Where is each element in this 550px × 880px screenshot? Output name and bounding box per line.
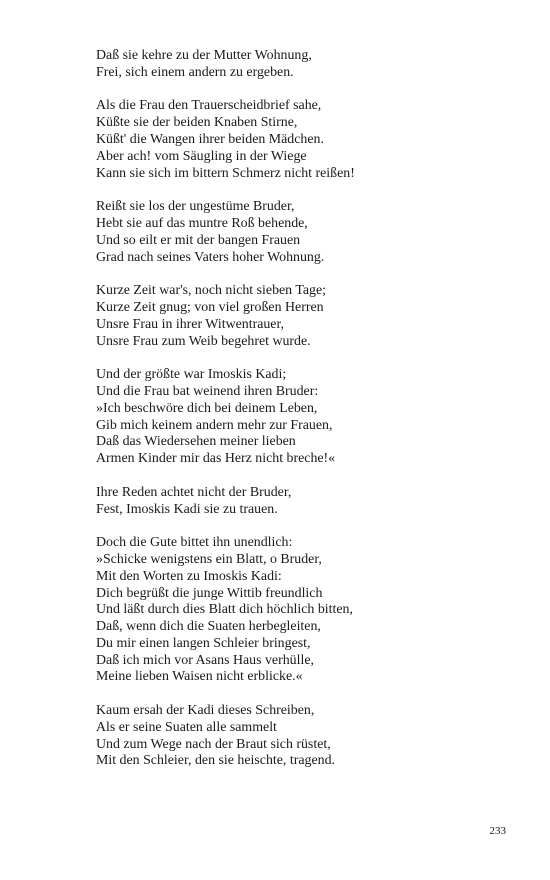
- poem-line: Grad nach seines Vaters hoher Wohnung.: [96, 249, 325, 265]
- stanza-4: [96, 283, 516, 350]
- page-number: 233: [489, 825, 506, 837]
- poem-line: Und läßt durch dies Blatt dich höchlich bitten,: [96, 602, 353, 618]
- poem-line: Doch die Gute bittet ihn unendlich:: [96, 535, 293, 551]
- poem-line: Du mir einen langen Schleier bringest,: [96, 635, 311, 651]
- poem-line: Küßte sie der beiden Knaben Stirne,: [96, 115, 298, 131]
- poem-text: [96, 48, 516, 787]
- stanza-5: [96, 367, 516, 468]
- stanza-1: [96, 48, 516, 82]
- poem-line: Frei, sich einem andern zu ergeben.: [96, 64, 294, 80]
- stanza-8: [96, 703, 516, 770]
- poem-line: Fest, Imoskis Kadi sie zu trauen.: [96, 501, 278, 517]
- poem-line: Kurze Zeit gnug; von viel großen Herren: [96, 299, 324, 315]
- poem-line: Reißt sie los der ungestüme Bruder,: [96, 199, 295, 215]
- poem-line: Daß ich mich vor Asans Haus verhülle,: [96, 652, 314, 668]
- poem-line: Küßt' die Wangen ihrer beiden Mädchen.: [96, 131, 324, 147]
- poem-line: Unsre Frau zum Weib begehret wurde.: [96, 333, 311, 349]
- stanza-6: [96, 485, 516, 519]
- poem-line: Als er seine Suaten alle sammelt: [96, 719, 277, 735]
- poem-line: Daß sie kehre zu der Mutter Wohnung,: [96, 48, 312, 63]
- stanza-7: [96, 535, 516, 686]
- poem-line: Ihre Reden achtet nicht der Bruder,: [96, 484, 292, 500]
- poem-line: Daß, wenn dich die Suaten herbegleiten,: [96, 619, 321, 635]
- stanza-2: [96, 98, 516, 182]
- poem-line: Gib mich keinem andern mehr zur Frauen,: [96, 417, 333, 433]
- poem-line: Dich begrüßt die junge Wittib freundlich: [96, 585, 323, 601]
- poem-line: Mit den Schleier, den sie heischte, tragend.: [96, 753, 335, 769]
- poem-line: Armen Kinder mir das Herz nicht breche!«: [96, 451, 336, 467]
- poem-line: Daß das Wiedersehen meiner lieben: [96, 434, 296, 450]
- poem-line: Kaum ersah der Kadi dieses Schreiben,: [96, 703, 315, 719]
- poem-line: Und die Frau bat weinend ihren Bruder:: [96, 383, 319, 399]
- poem-line: Als die Frau den Trauerscheidbrief sahe,: [96, 98, 322, 114]
- poem-line: Mit den Worten zu Imoskis Kadi:: [96, 568, 282, 584]
- poem-line: Und zum Wege nach der Braut sich rüstet,: [96, 736, 331, 752]
- poem-line: Aber ach! vom Säugling in der Wiege: [96, 148, 307, 164]
- poem-line: »Schicke wenigstens ein Blatt, o Bruder,: [96, 551, 322, 567]
- poem-line: Hebt sie auf das muntre Roß behende,: [96, 215, 308, 231]
- poem-line: Unsre Frau in ihrer Witwentrauer,: [96, 316, 285, 332]
- poem-line: Kurze Zeit war's, noch nicht sieben Tage;: [96, 283, 327, 299]
- poem-line: Kann sie sich im bittern Schmerz nicht reißen!: [96, 165, 355, 181]
- poem-line: Und so eilt er mit der bangen Frauen: [96, 232, 301, 248]
- poem-line: »Ich beschwöre dich bei deinem Leben,: [96, 400, 318, 416]
- stanza-3: [96, 199, 516, 266]
- poem-line: Und der größte war Imoskis Kadi;: [96, 367, 287, 383]
- poem-line: Meine lieben Waisen nicht erblicke.«: [96, 669, 303, 685]
